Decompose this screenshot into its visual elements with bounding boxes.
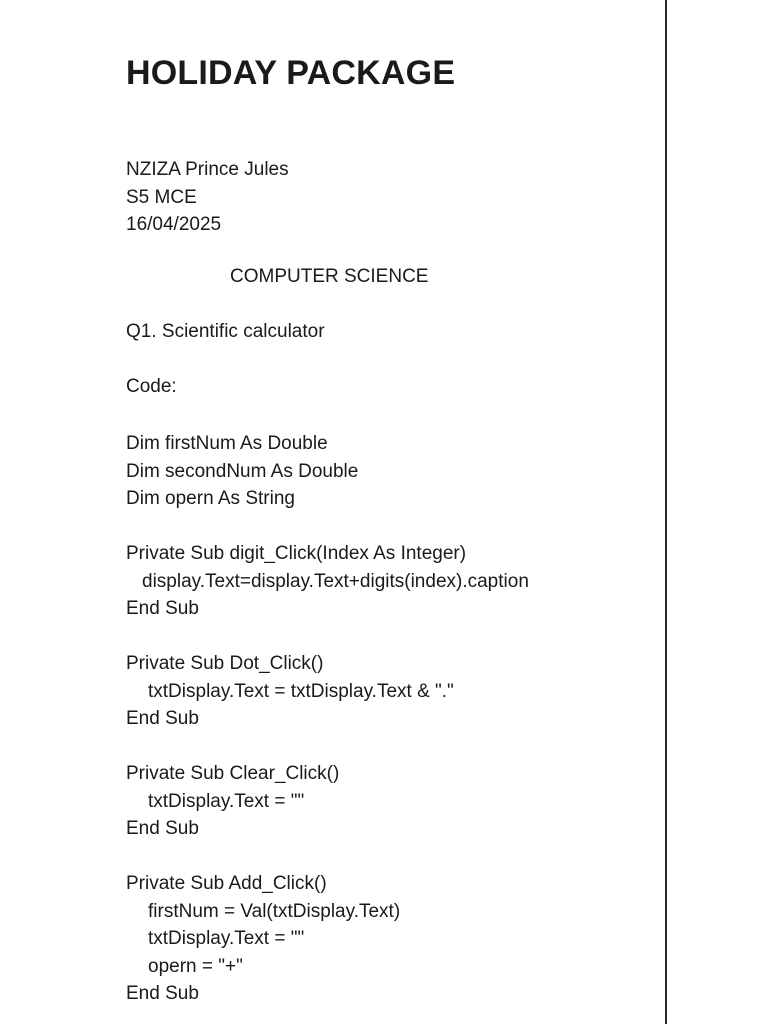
code-line: Private Sub Add_Click() — [126, 873, 327, 894]
student-name: NZIZA Prince Jules — [126, 159, 289, 180]
code-line: Private Sub Clear_Click() — [126, 763, 340, 784]
student-class: S5 MCE — [126, 186, 197, 208]
code-line: Private Sub Dot_Click() — [126, 653, 324, 674]
code-line: Dim firstNum As Double — [126, 433, 328, 454]
code-line: End Sub — [126, 818, 199, 839]
code-line: Dim opern As String — [126, 488, 295, 509]
page-edge-margin — [665, 0, 768, 1024]
code-block — [126, 430, 529, 1008]
code-line: txtDisplay.Text = "" — [148, 790, 305, 812]
code-line-blank — [126, 733, 529, 761]
code-line: txtDisplay.Text = txtDisplay.Text & "." — [148, 680, 454, 702]
code-label: Code: — [126, 376, 177, 397]
code-line-blank — [126, 623, 529, 651]
code-line: End Sub — [126, 708, 199, 729]
document-title: HOLIDAY PACKAGE — [126, 54, 456, 92]
code-line: opern = "+" — [148, 955, 243, 977]
code-line: End Sub — [126, 598, 199, 619]
student-info — [126, 156, 289, 239]
subject-heading: COMPUTER SCIENCE — [230, 266, 429, 287]
code-line: Private Sub digit_Click(Index As Integer) — [126, 543, 467, 564]
question-heading: Q1. Scientific calculator — [126, 321, 325, 342]
code-line-blank — [126, 843, 529, 871]
code-line: txtDisplay.Text = "" — [148, 928, 305, 949]
code-line: Dim secondNum As Double — [126, 460, 359, 482]
code-line-blank — [126, 513, 529, 541]
document-date: 16/04/2025 — [126, 214, 222, 235]
code-line: display.Text=display.Text+digits(index).caption — [142, 570, 529, 592]
code-line: End Sub — [126, 983, 199, 1004]
code-line: firstNum = Val(txtDisplay.Text) — [148, 900, 401, 922]
